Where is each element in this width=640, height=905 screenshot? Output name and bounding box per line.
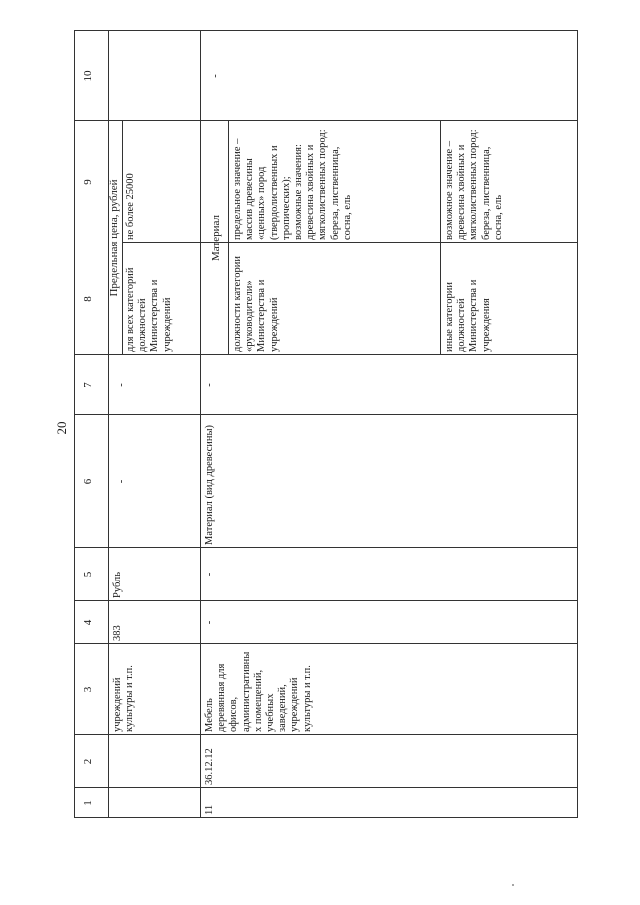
col-header-6: 6 <box>82 478 94 485</box>
scan-speck <box>512 884 514 886</box>
row11-col9-other-material: возможное значение – древесина хвойных и мягколиственных пород: береза, лиственница, сосна, ель <box>444 129 504 240</box>
col-header-7: 7 <box>82 382 94 388</box>
col-header-3: 3 <box>82 686 94 693</box>
row-border <box>577 30 578 818</box>
subrow-border <box>440 121 441 355</box>
cont-col4-code: 383 <box>112 625 123 641</box>
col-border <box>74 414 578 415</box>
cont-col9-price: не более 25000 <box>125 173 136 240</box>
row-border <box>200 30 201 818</box>
col-header-1: 1 <box>82 800 94 806</box>
row11-col8-other: иные категории должностей Министерства и учреждения <box>444 279 492 352</box>
group-header-border <box>228 121 229 355</box>
col-header-8: 8 <box>82 296 94 302</box>
material-group-header: Материал <box>210 215 222 261</box>
cont-col3-text: учреждений культуры и т.п. <box>112 665 136 732</box>
cont-col10-value <box>110 31 198 121</box>
col-header-2: 2 <box>82 758 94 765</box>
row11-col1-number: 11 <box>204 804 215 815</box>
col-header-5: 5 <box>82 571 94 578</box>
row11-col10-value: - <box>210 74 221 78</box>
col-border <box>74 787 578 788</box>
col-header-9: 9 <box>82 179 94 185</box>
row11-col9-managers-material: предельное значение – массив древесины «ценных» пород (твердолиственных и тропических); возможные значения: древесина хвойных и мягколиственных пород: береза, лиственница, сосна, ель <box>232 129 353 240</box>
row11-col7-value: - <box>204 383 215 387</box>
data-table <box>74 30 578 818</box>
row-border <box>74 30 75 818</box>
col-header-4: 4 <box>82 619 94 626</box>
row11-col8-managers: должности категории «руководители» Министерства и учреждений <box>232 256 280 352</box>
cont-col6-value: - <box>116 479 127 484</box>
row11-col5-value: - <box>204 572 215 577</box>
row11-col3-name: Мебель деревянная для офисов, административных помещений, учебных заведений, учреждений культуры и т.п. <box>204 651 313 732</box>
row11-col6-characteristic: Материал (вид древесины) <box>204 424 215 545</box>
page-number: 20 <box>54 421 69 435</box>
col-header-10: 10 <box>82 70 94 82</box>
cont-col7-value: - <box>116 383 127 387</box>
row11-col2-code: 36.12.12 <box>204 748 215 785</box>
cont-col5-unit: Рубль <box>112 571 123 598</box>
row11-col4-value: - <box>204 620 215 625</box>
price-group-header: Предельная цена, рублей <box>108 179 120 297</box>
cont-col8-category: для всех категорий должностей Министерства и учреждений <box>125 267 173 352</box>
col-border <box>74 817 578 818</box>
